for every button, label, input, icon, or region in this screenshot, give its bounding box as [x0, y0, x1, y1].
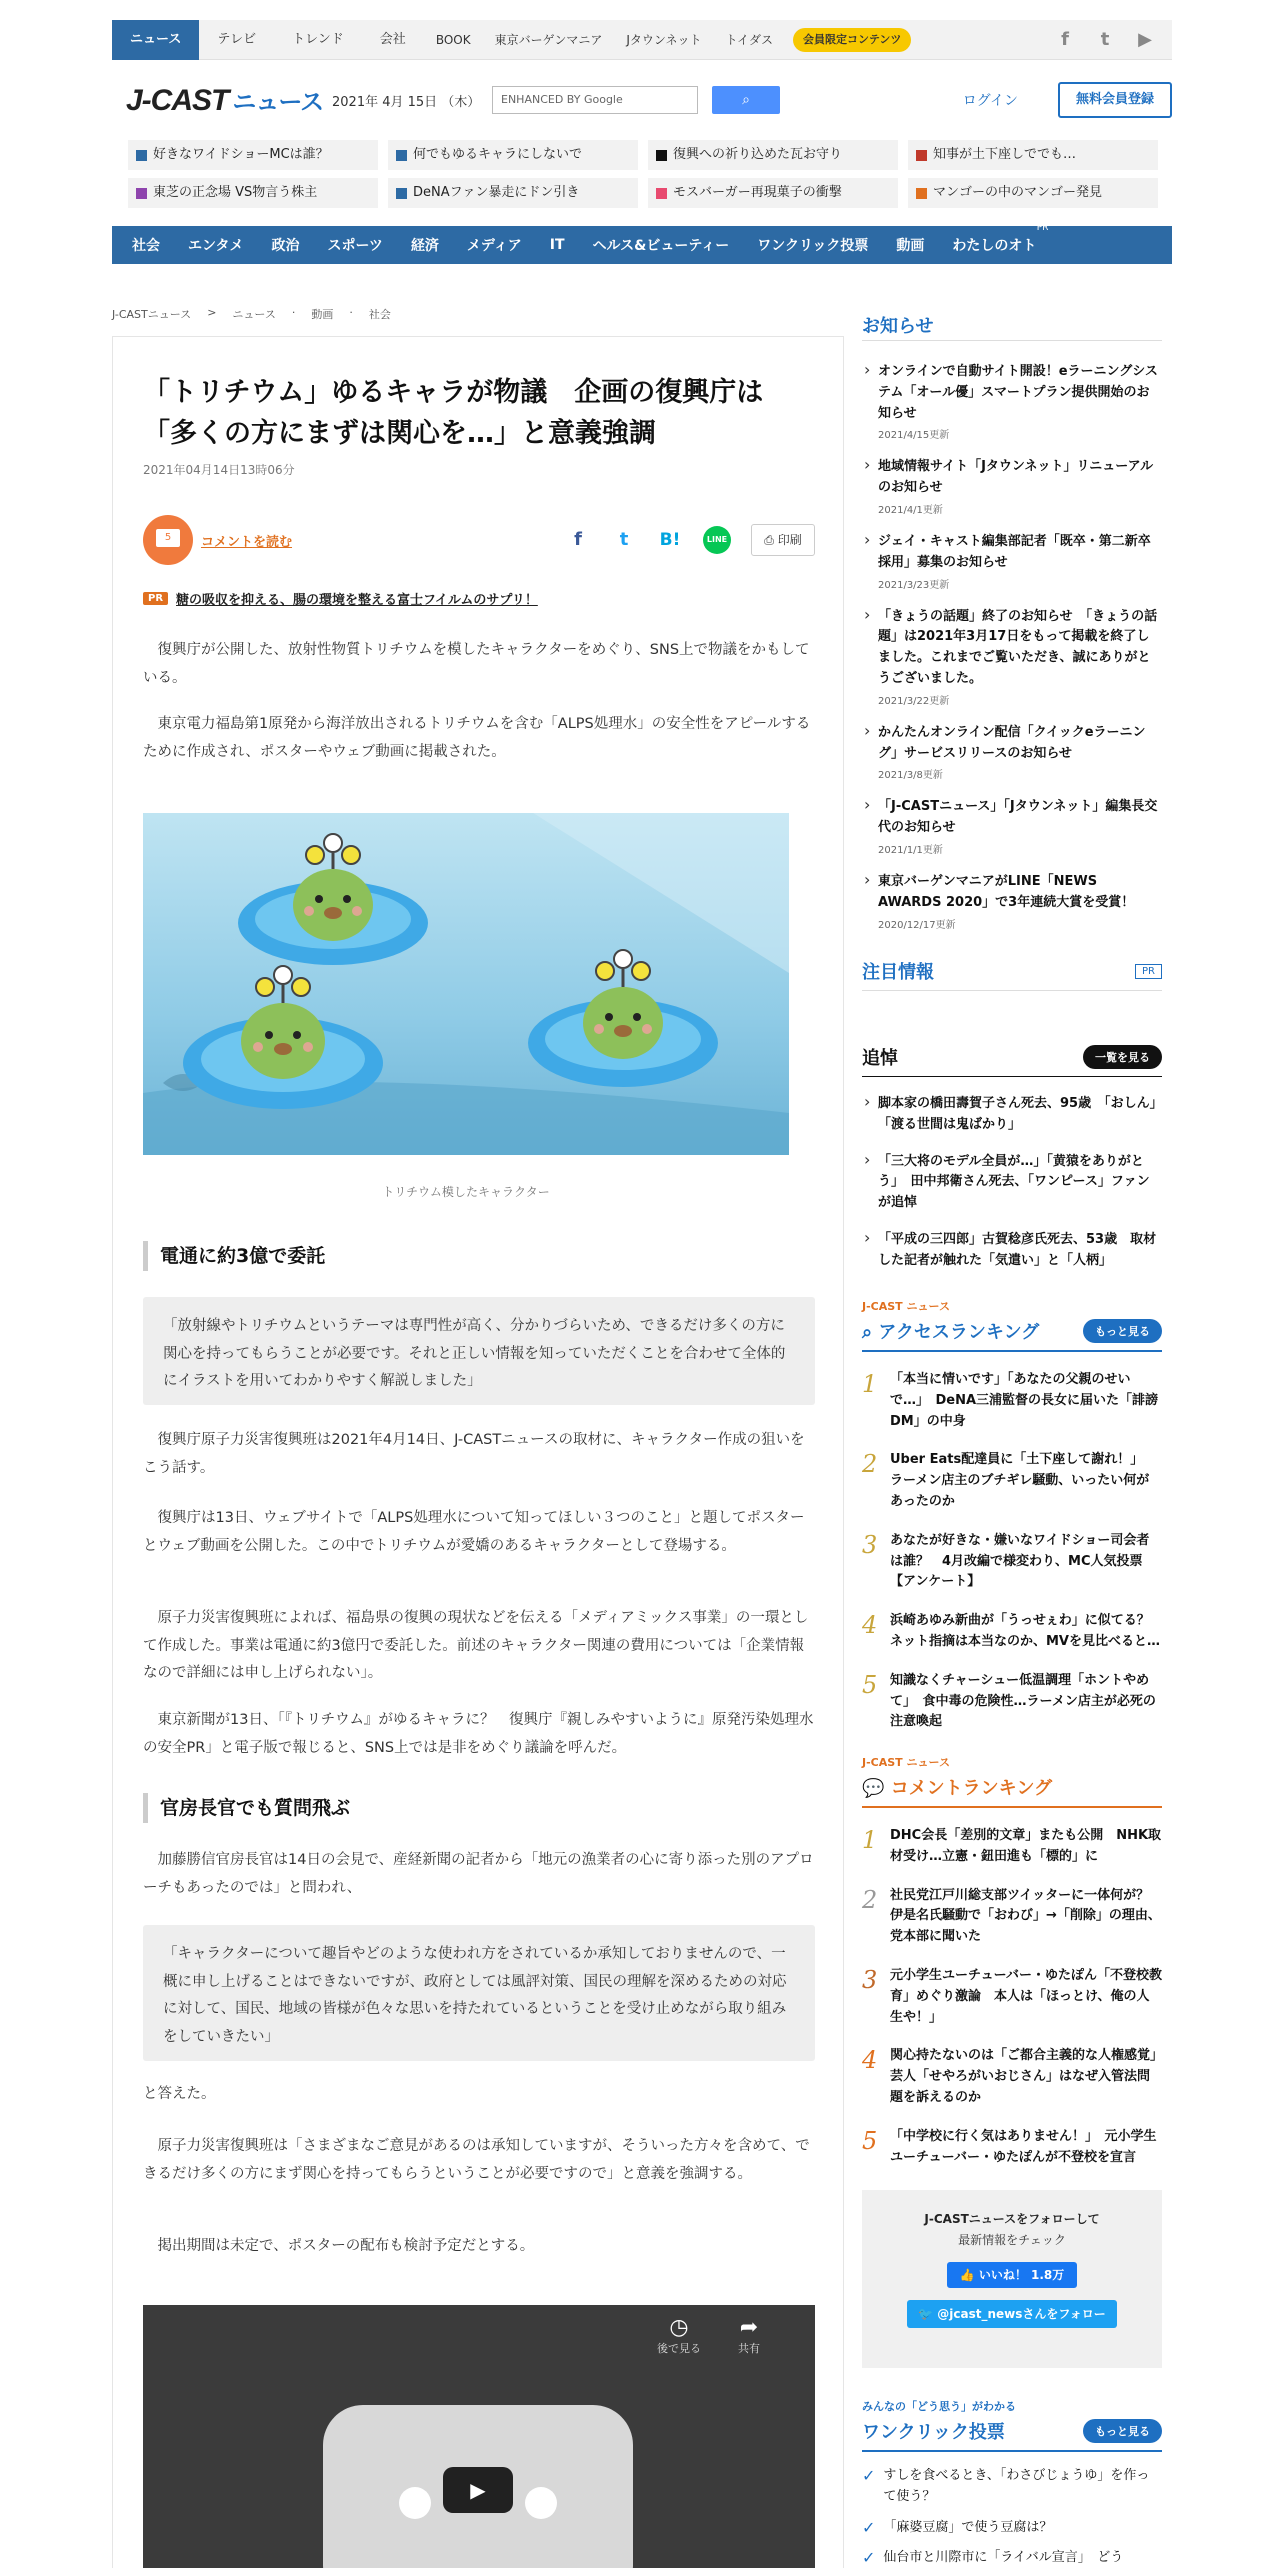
comment-ranking: [862, 1826, 1170, 2186]
ranking-item[interactable]: [862, 1531, 1162, 1593]
paragraph: 加藤勝信官房長官は14日の会見で、産経新聞の記者から「地元の漁業者の心に寄り添った別のアプローチもあったのでは」と問われ、: [143, 1852, 814, 1896]
youtube-icon[interactable]: ▶: [1138, 28, 1152, 50]
rank-number: 1: [862, 1826, 878, 1854]
obit-title: › 「平成の三四郎」古賀稔彦氏死去、53歳 取材した記者が触れた「気遣い」と「人柄」: [878, 1231, 1157, 1268]
paragraph: 原子力災害復興班によれば、福島県の復興の現状などを伝える「メディアミックス事業」の一環として作成した。事業は電通に約3億円で委託した。前述のキャラクター関連の費用については「企業情報なので詳細には申し上げられない」。: [143, 1610, 809, 1682]
site-header: [112, 70, 1172, 130]
notice-date: 2021/1/1更新: [878, 844, 943, 856]
rank-title: DHC会長「差別的文章」またも公開 NHK取材受け…立憲・鈕田進も「標的」に: [890, 1828, 1162, 1864]
notice-item[interactable]: [862, 607, 1162, 707]
quote-block: 「キャラクターについて趣旨やどのような使われ方をされているか承知しておりませんので、一概に申し上げることはできないですが、政府としては風評対策、国民の理解を深めるための対応に対して、国民、地域の皆様が色々な思いを持たれているということを受け止めながら取り組みをしていきたい」: [143, 1925, 815, 2061]
vote-title: すしを食べるとき、「わさびじょうゆ」を作って使う？: [883, 2468, 1150, 2504]
ranking-item[interactable]: [862, 1886, 1162, 1948]
notice-item[interactable]: [862, 457, 1162, 516]
comment-icon[interactable]: [143, 515, 193, 565]
member-content-badge[interactable]: 会員限定コンテンツ: [793, 28, 911, 52]
notice-title: › 東京バーゲンマニアがLINE「NEWS AWARDS 2020」で3年連続大賞を受賞！: [878, 873, 1135, 910]
topic-item[interactable]: [388, 178, 638, 208]
breadcrumb: [112, 306, 391, 322]
pr-badge: PR: [143, 592, 168, 605]
notice-title: › 「J-CASTニュース」「Jタウンネット」編集長交代のお知らせ: [878, 799, 1158, 836]
topic-item[interactable]: [128, 178, 378, 208]
topic-item[interactable]: [648, 140, 898, 170]
rank-title: 関心持たないのは「ご都合主義的な人権感覚」 芸人「せやろがいおじさん」はなぜ入管法問題を訴えるのか: [890, 2048, 1170, 2105]
obit-list-button[interactable]: 一覧を見る: [1083, 1045, 1162, 1069]
vote-title: 「麻婆豆腐」で使う豆腐は？: [883, 2519, 1053, 2535]
thumbs-up-icon: 👍: [959, 2268, 979, 2282]
topnav-bargain[interactable]: 東京バーゲンマニア: [494, 32, 603, 47]
cat-vote[interactable]: ワンクリック投票: [757, 238, 869, 254]
topic-label: モスバーガー再現菓子の衝撃: [673, 185, 842, 200]
attention-heading: 注目情報: [862, 962, 934, 983]
follow-label: @jcast_newsさんをフォロー: [937, 2307, 1106, 2321]
notice-item[interactable]: [862, 872, 1162, 931]
attention-header: [862, 958, 1162, 984]
paragraph: 掲出期間は未定で、ポスターの配布も検討予定だとする。: [157, 2238, 535, 2254]
paragraph: と答えた。: [143, 2086, 216, 2102]
paragraph: 復興庁が公開した、放射性物質トリチウムを模したキャラクターをめぐり、SNS上で物議をかもしている。: [143, 642, 810, 686]
rank-title: あなたが好きな・嫌いなワイドショー司会者は誰？ 4月改編で様変わり、MC人気投票【アンケート】: [890, 1532, 1150, 1590]
breadcrumb-item[interactable]: J-CASTニュース: [112, 308, 192, 321]
breadcrumb-item[interactable]: ニュース: [232, 308, 276, 321]
cat-health[interactable]: ヘルス&ビューティー: [592, 238, 730, 254]
rank-number: 3: [862, 1965, 878, 1994]
topic-marker: [916, 150, 927, 161]
logo-text: J-CAST: [126, 84, 229, 117]
access-ranking: [862, 1370, 1162, 1751]
divider: [862, 1350, 1162, 1352]
topic-label: 復興への祈り込めた瓦お守り: [673, 147, 843, 162]
twitter-icon[interactable]: t: [1100, 28, 1110, 50]
breadcrumb-item[interactable]: 動画: [311, 308, 334, 321]
cat-watashi[interactable]: [938, 223, 1050, 255]
check-icon: ✓: [862, 2466, 876, 2485]
topnav-tv[interactable]: テレビ: [217, 31, 257, 47]
topic-item[interactable]: [128, 140, 378, 170]
topnav-toidas[interactable]: トイダス: [725, 32, 773, 47]
image-caption: トリチウム模したキャラクター: [382, 1185, 550, 1199]
ranking-item[interactable]: [862, 1671, 1162, 1733]
share-video-button[interactable]: [721, 2315, 777, 2356]
top-nav: [112, 20, 1172, 60]
divider: [862, 990, 1162, 991]
article-title: 「トリチウム」ゆるキャラが物議 企画の復興庁は「多くの方にまずは関心を…」と意義強調: [143, 377, 764, 449]
topic-marker: [656, 150, 667, 161]
watch-later-label: 後で見る: [657, 2342, 701, 2355]
topic-label: 東芝の正念場 VS物言う株主: [153, 185, 318, 200]
notice-title: › 地域情報サイト「Jタウンネット」リニューアルのお知らせ: [878, 459, 1154, 496]
comment-caption: J-CAST ニュース: [862, 1756, 950, 1769]
rank-title: 「中学校に行く気はありません！」 元小学生ユーチューバー・ゆたぽんが不登校を宣言: [890, 2128, 1157, 2165]
notice-item[interactable]: [862, 797, 1162, 856]
cat-politics[interactable]: 政治: [271, 238, 300, 254]
cat-society[interactable]: 社会: [132, 238, 160, 254]
facebook-icon[interactable]: f: [1061, 28, 1069, 50]
facebook-like-button[interactable]: [947, 2262, 1077, 2288]
check-icon: ✓: [862, 2517, 876, 2537]
register-button[interactable]: 無料会員登録: [1058, 82, 1172, 118]
topnav-trend[interactable]: トレンド: [292, 31, 344, 47]
notice-list: [862, 362, 1162, 947]
search-form: [492, 86, 780, 114]
rank-number: 4: [862, 2046, 878, 2075]
divider: [862, 2450, 1162, 2452]
check-icon: ✓: [862, 2548, 876, 2568]
comment-title: コメントランキング: [890, 1778, 1053, 1799]
topic-label: 何でもゆるキャラにしないで: [413, 147, 583, 162]
twitter-bird-icon: 🐦: [918, 2307, 938, 2321]
obit-heading: 追悼: [862, 1048, 898, 1069]
vote-heading: ワンクリック投票: [862, 2422, 1005, 2443]
play-icon: ▶: [470, 2478, 486, 2502]
topic-label: 知事が土下座しででも…: [933, 147, 1077, 162]
rank-title: 社民党江戸川総支部ツイッターに一体何が？ 伊是名氏騒動で「おわび」→「削除」の理由、党本部に聞いた: [890, 1887, 1163, 1945]
printer-icon: ⎙: [764, 533, 778, 547]
topic-label: DeNAファン暴走にドン引き: [413, 185, 580, 200]
topic-item[interactable]: [648, 178, 898, 208]
rank-title: 元小学生ユーチューバー・ゆたぽん「不登校教育」めぐり激論 本人は「ほっとけ、俺の人生や！」: [890, 1967, 1162, 2025]
print-label: 印刷: [777, 533, 802, 547]
ranking-item[interactable]: [862, 2127, 1162, 2169]
tritium-character-illustration: [143, 813, 789, 1155]
follow-subtext: 最新情報をチェック: [958, 2233, 1066, 2247]
cat-entertainment[interactable]: エンタメ: [188, 238, 244, 254]
notice-title: › オンラインで自動サイト開設！eラーニングシステム「オール優」スマートプラン提供開始のお知らせ: [878, 364, 1158, 421]
paragraph: 原子力災害復興班は「さまざまなご意見があるのは承知していますが、そういった方々を含めて、できるだけ多くの方にまず関心を持ってもらうということが必要ですので」と意義を強調する。: [143, 2138, 810, 2182]
vote-header: [862, 2418, 1162, 2444]
site-logo[interactable]: [112, 82, 332, 118]
pr-link[interactable]: 糖の吸収を抑える、腸の環境を整える富士フイルムのサプリ！: [176, 593, 538, 608]
obit-item[interactable]: [862, 1152, 1162, 1214]
cat-media[interactable]: メディア: [466, 238, 522, 254]
facebook-share-icon[interactable]: f: [574, 529, 582, 550]
breadcrumb-separator: ·: [349, 306, 353, 319]
share-buttons: [565, 526, 731, 554]
notice-item[interactable]: [862, 532, 1162, 591]
clock-icon: ◷: [669, 2315, 689, 2340]
topnav-company[interactable]: 会社: [379, 31, 406, 47]
access-heading: [862, 1318, 1039, 1344]
comment-heading: [862, 1774, 1052, 1800]
ranking-item[interactable]: [862, 1370, 1162, 1432]
twitter-share-icon[interactable]: t: [619, 529, 629, 550]
notice-item[interactable]: [862, 723, 1162, 782]
vote-more-button[interactable]: もっと見る: [1083, 2419, 1162, 2443]
notice-heading: お知らせ: [862, 316, 934, 337]
search-icon: ⌕: [742, 92, 750, 108]
ranking-item[interactable]: [862, 2046, 1170, 2108]
vote-caption: みんなの「どう思う」がわかる: [862, 2400, 1016, 2413]
print-button[interactable]: [751, 524, 815, 556]
notice-title: › かんたんオンライン配信「クイックeラーニング」サービスリリースのお知らせ: [878, 724, 1146, 761]
obit-item[interactable]: [862, 1230, 1162, 1272]
topnav-book[interactable]: BOOK: [435, 32, 471, 47]
divider: [862, 1806, 1162, 1808]
share-row: [143, 515, 815, 565]
topic-item[interactable]: [908, 140, 1158, 170]
comment-header: [862, 1774, 1162, 1800]
paragraph: 東京新聞が13日、「『トリチウム』がゆるキャラに？ 復興庁『親しみやすいように』原発汚染処理水の安全PR」と電子版で報じると、SNS上では是非をめぐり議論を呼んだ。: [143, 1712, 814, 1756]
breadcrumb-separator: >: [207, 306, 217, 319]
obit-title: › 「三大将のモデル全員が…」「黄猿をありがとう」 田中邦衛さん死去、「ワンピース」ファンが追悼: [878, 1153, 1150, 1211]
search-icon: ⌕: [862, 1322, 879, 1343]
notice-date: 2021/3/8更新: [878, 770, 943, 782]
divider: [862, 340, 1162, 341]
topic-item[interactable]: [388, 140, 638, 170]
obit-header: [862, 1044, 1162, 1070]
notice-title: › ジェイ・キャスト編集部記者「既卒・第二新卒採用」募集のお知らせ: [878, 533, 1151, 570]
category-nav: [112, 223, 1172, 264]
cat-it[interactable]: IT: [549, 237, 565, 253]
watch-later-button[interactable]: [651, 2315, 707, 2356]
pr-badge: PR: [1135, 964, 1162, 979]
notice-date: 2021/4/1更新: [878, 504, 943, 516]
paragraph: 東京電力福島第1原発から海洋放出されるトリチウムを含む「ALPS処理水」の安全性をアピールするために作成され、ポスターやウェブ動画に掲載された。: [143, 716, 811, 760]
vote-list: [862, 2466, 1162, 2568]
quote-block: 「放射線やトリチウムというテーマは専門性が高く、分かりづらいため、できるだけ多くの方に関心を持ってもらうことが必要です。それと正しい情報を知っていただくことを合わせて全体的にイラストを用いてわかりやすく解説しました」: [143, 1297, 815, 1405]
social-links: [1054, 30, 1172, 50]
paragraph: 復興庁原子力災害復興班は2021年4月14日、J-CASTニュースの取材に、キャラクター作成の狙いをこう話す。: [143, 1432, 805, 1476]
ranking-item[interactable]: [862, 1966, 1162, 2028]
obit-list: [862, 1094, 1162, 1288]
hatena-bookmark-icon[interactable]: B!: [659, 530, 681, 550]
topic-label: 好きなワイドショーMCは誰？: [153, 147, 329, 162]
ranking-item[interactable]: [862, 1450, 1162, 1512]
topic-marker: [916, 188, 927, 199]
article-date: 2021年04月14日13時06分: [143, 463, 295, 477]
rank-title: 浜崎あゆみ新曲が「うっせぇわ」に似てる？ ネット指摘は本当なのか、MVを見比べると…: [890, 1613, 1163, 1649]
rank-number: 5: [862, 1670, 878, 1699]
notice-date: 2021/3/23更新: [878, 579, 950, 591]
vote-item[interactable]: [862, 2548, 1162, 2568]
video-player[interactable]: [143, 2305, 815, 2568]
rank-number: 2: [862, 1450, 878, 1479]
notice-date: 2021/4/15更新: [878, 430, 950, 442]
topic-marker: [396, 150, 407, 161]
follow-text: J-CASTニュースをフォローして: [924, 2212, 1100, 2226]
rank-number: 1: [862, 1370, 878, 1398]
line-share-icon[interactable]: LINE: [703, 526, 731, 554]
search-button[interactable]: [712, 86, 780, 114]
topic-item[interactable]: [908, 178, 1158, 208]
rank-number: 3: [862, 1530, 878, 1559]
search-input[interactable]: ENHANCED BY Google: [492, 86, 698, 114]
ranking-item[interactable]: [862, 1611, 1162, 1653]
vote-title: 仙台市と川際市に「ライバル宣言」 どう: [883, 2550, 1124, 2566]
pr-line: [143, 589, 815, 608]
section-heading: 官房長官でも質問飛ぶ: [143, 1793, 815, 1823]
notice-date: 2020/12/17更新: [878, 919, 956, 931]
rank-title: 「本当に情いです」「あなたの父親のせいで…」 DeNA三浦監督の長女に届いた「誹謗DM」の中身: [890, 1372, 1159, 1429]
access-title: アクセスランキング: [878, 1322, 1040, 1343]
topic-marker: [656, 188, 667, 199]
follow-box: [862, 2190, 1162, 2368]
access-caption: J-CAST ニュース: [862, 1300, 950, 1313]
access-header: [862, 1318, 1162, 1344]
video-thumbnail: [143, 2305, 815, 2568]
cat-watashi-label: わたしのオト: [952, 238, 1037, 254]
topic-marker: [136, 188, 147, 199]
obit-item[interactable]: [862, 1094, 1162, 1136]
topic-marker: [396, 188, 407, 199]
rank-number: 2: [862, 1885, 878, 1914]
topic-label: マンゴーの中のマンゴー発見: [933, 185, 1103, 200]
divider: [862, 1076, 1162, 1077]
topnav-news[interactable]: ニュース: [112, 20, 199, 60]
rank-title: 知識なくチャーシュー低温調理「ホントやめて」 食中毒の危険性…ラーメン店主が必死の注意喚起: [890, 1672, 1156, 1730]
current-date: 2021年 4月 15日 （木）: [332, 94, 481, 110]
rank-title: Uber Eats配達員に「土下座して謝れ！」 ラーメン店主のブチギレ騒動、いったい何があったのか: [890, 1452, 1150, 1509]
obit-title: › 脚本家の橋田壽賀子さん死去、95歳 「おしん」「渡る世間は鬼ばかり」: [878, 1096, 1157, 1132]
notice-item[interactable]: [862, 362, 1162, 441]
share-arrow-icon: ➦: [739, 2315, 759, 2340]
like-label: いいね！ 1.8万: [978, 2268, 1065, 2282]
logo-news-text: ニュース: [232, 89, 324, 116]
topnav-jtown[interactable]: Jタウンネット: [626, 32, 702, 47]
article-image: [143, 813, 789, 1155]
speech-bubble-icon: 💬: [862, 1778, 891, 1799]
breadcrumb-separator: ·: [291, 306, 296, 319]
paragraph: 復興庁は13日、ウェブサイトで「ALPS処理水について知ってほしい３つのこと」と題してポスターとウェブ動画を公開した。この中でトリチウムが愛嬌のあるキャラクターとして登場する。: [143, 1510, 805, 1554]
notice-date: 2021/3/22更新: [878, 695, 950, 707]
comment-count: 5: [156, 529, 180, 547]
vote-item[interactable]: [862, 2466, 1162, 2508]
hot-topics: [128, 140, 1158, 208]
rank-number: 5: [862, 2126, 878, 2155]
login-link[interactable]: ログイン: [962, 93, 1018, 109]
vote-item[interactable]: [862, 2518, 1162, 2539]
cat-economy[interactable]: 経済: [410, 238, 439, 254]
article: [112, 336, 844, 2568]
access-more-button[interactable]: もっと見る: [1083, 1319, 1162, 1343]
section-heading: 電通に約3億で委託: [143, 1241, 815, 1271]
share-label: 共有: [738, 2342, 760, 2355]
pr-label: PR: [1036, 223, 1049, 233]
topic-marker: [136, 150, 147, 161]
ranking-item[interactable]: [862, 1826, 1162, 1868]
cat-video[interactable]: 動画: [896, 238, 925, 254]
rank-number: 4: [862, 1611, 878, 1640]
comment-link[interactable]: コメントを読む: [201, 534, 293, 550]
cat-sports[interactable]: スポーツ: [327, 238, 383, 254]
breadcrumb-item[interactable]: 社会: [368, 308, 391, 321]
notice-title: › 「きょうの話題」終了のお知らせ 「きょうの話題」は2021年3月17日をもって掲載を終了しました。これまでご覧いただき、誠にありがとうございました。: [878, 608, 1158, 686]
play-button[interactable]: [443, 2467, 513, 2513]
twitter-follow-button[interactable]: [907, 2300, 1117, 2328]
